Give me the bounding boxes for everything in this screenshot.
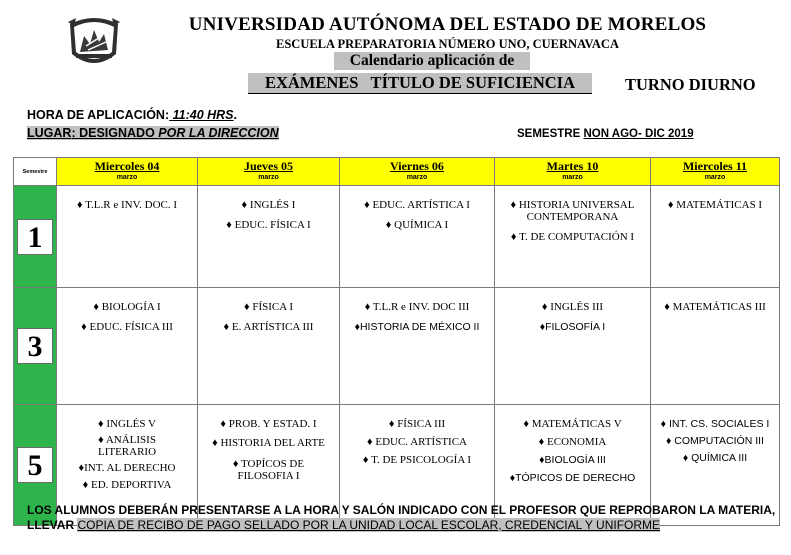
- day-label: Miercoles 04: [94, 159, 160, 173]
- semester-number: 5: [17, 447, 53, 483]
- semester-number: 3: [17, 328, 53, 364]
- subject-item: ♦ INT. CS. SOCIALES I: [660, 418, 770, 430]
- footer-instructions: [27, 503, 782, 533]
- footer-requirements: COPIA DE RECIBO DE PAGO SELLADO POR LA UNIDAD LOCAL ESCOLAR, CREDENCIAL Y UNIFORME: [77, 518, 661, 532]
- time-suffix: .: [233, 108, 238, 122]
- day-label: Jueves 05: [244, 159, 293, 173]
- university-name: UNIVERSIDAD AUTÓNOMA DEL ESTADO DE MORELOS: [188, 14, 707, 35]
- subject-item: ♦ INGLÉS I: [241, 199, 296, 211]
- subject-item: ♦INT. AL DERECHO: [78, 462, 176, 474]
- subject-item: ♦ MATEMÁTICAS III: [664, 301, 766, 313]
- semester-cell: [14, 186, 57, 288]
- month-label: marzo: [258, 174, 279, 181]
- subject-item: ♦ T.L.R e INV. DOC. I: [76, 199, 178, 211]
- subject-item: ♦FILOSOFÍA I: [539, 321, 606, 333]
- day-header: [495, 158, 651, 186]
- shift-label: TURNO DIURNO: [625, 75, 756, 94]
- semester-cell: [14, 288, 57, 405]
- subject-cell: [198, 186, 340, 288]
- day-label: Miercoles 11: [682, 159, 748, 173]
- subject-item: ♦ INGLÉS III: [541, 301, 604, 313]
- subject-item: ♦ T. DE COMPUTACIÓN I: [510, 231, 635, 243]
- subject-cell: [198, 288, 340, 405]
- subject-item: ♦ FÍSICA III: [388, 418, 446, 430]
- place-value: POR LA DIRECCION: [158, 126, 279, 140]
- semester-row: [14, 186, 780, 288]
- subject-item: ♦ FÍSICA I: [243, 301, 293, 313]
- subject-item: ♦ INGLÉS V: [98, 418, 156, 430]
- day-header: [340, 158, 495, 186]
- subject-item: ♦ ED. DEPORTIVA: [82, 479, 172, 491]
- subject-item: ♦ EDUC. ARTÍSTICA I: [364, 199, 470, 211]
- exam-title: EXÁMENES TÍTULO DE SUFICIENCIA: [248, 73, 592, 94]
- subject-item: ♦ MATEMÁTICAS V: [523, 418, 622, 430]
- semester-number: 1: [17, 219, 53, 255]
- subject-item: ♦ ANÁLISIS LITERARIO: [97, 434, 157, 458]
- footer-text: LOS ALUMNOS DEBERÁN PRESENTARSE A LA HORA Y SALÓN INDICADO CON EL PROFESOR QUE REPROBARON LA MATERIA, LLEVAR: [27, 503, 776, 532]
- time-label: HORA DE APLICACIÓN:: [27, 108, 170, 122]
- university-seal-logo: [66, 14, 122, 70]
- table-header-row: [14, 158, 780, 186]
- subject-item: ♦HISTORIA DE MÉXICO II: [354, 321, 480, 333]
- semester-column-header: Semestre: [14, 158, 57, 186]
- day-label: Martes 10: [546, 159, 599, 173]
- subject-item: ♦ EDUC. ARTÍSTICA: [367, 436, 467, 448]
- subject-item: ♦ MATEMÁTICAS I: [667, 199, 763, 211]
- subject-cell: [651, 186, 780, 288]
- calendar-title: Calendario aplicación de: [334, 52, 530, 70]
- day-header: [57, 158, 198, 186]
- subject-item: ♦ EDUC. FÍSICA III: [81, 321, 173, 333]
- semester-row: [14, 288, 780, 405]
- subject-cell: [57, 288, 198, 405]
- subject-item: ♦TÓPICOS DE DERECHO: [509, 472, 636, 484]
- day-header: [198, 158, 340, 186]
- subject-cell: [340, 186, 495, 288]
- exam-schedule-table: [13, 157, 780, 526]
- subject-item: ♦ EDUC. FÍSICA I: [226, 219, 311, 231]
- school-name: ESCUELA PREPARATORIA NÚMERO UNO, CUERNAVACA: [276, 37, 619, 51]
- application-place: [27, 126, 279, 140]
- subject-cell: [651, 288, 780, 405]
- application-time: [27, 108, 237, 122]
- subject-cell: [495, 186, 651, 288]
- subject-cell: [57, 186, 198, 288]
- subject-item: ♦ HISTORIA DEL ARTE: [212, 437, 325, 449]
- month-label: marzo: [704, 174, 726, 181]
- subject-item: ♦ PROB. Y ESTAD. I: [220, 418, 317, 430]
- subject-item: ♦ T.L.R e INV. DOC III: [364, 301, 470, 313]
- subject-item: ♦ QUÍMICA III: [682, 452, 748, 464]
- subject-cell: [495, 288, 651, 405]
- month-label: marzo: [116, 174, 138, 181]
- subject-item: ♦BIOLOGÍA III: [539, 454, 606, 466]
- subject-item: ♦ T. DE PSICOLOGÍA I: [362, 454, 472, 466]
- day-header: [651, 158, 780, 186]
- time-value: 11:40 HRS: [169, 108, 234, 122]
- subject-item: ♦ BIOLOGÍA I: [93, 301, 161, 313]
- subject-item: ♦ QUÍMICA I: [385, 219, 449, 231]
- month-label: marzo: [562, 174, 583, 181]
- semester-value: NON AGO- DIC 2019: [583, 128, 694, 140]
- subject-item: ♦ HISTORIA UNIVERSAL CONTEMPORANA: [510, 199, 635, 223]
- place-label: LUGAR: [27, 126, 72, 140]
- subject-item: ♦ COMPUTACIÓN III: [666, 435, 764, 447]
- subject-cell: [340, 288, 495, 405]
- subject-item: ♦ E. ARTÍSTICA III: [223, 321, 314, 333]
- semester-period: [517, 128, 694, 140]
- day-label: Viernes 06: [390, 159, 444, 173]
- semester-label: SEMESTRE: [517, 128, 584, 140]
- subject-item: ♦ ECONOMIA: [538, 436, 607, 448]
- subject-item: ♦ TOPÍCOS DE FILOSOFIA I: [232, 458, 305, 482]
- month-label: marzo: [406, 174, 428, 181]
- place-prefix: : DESIGNADO: [71, 126, 159, 140]
